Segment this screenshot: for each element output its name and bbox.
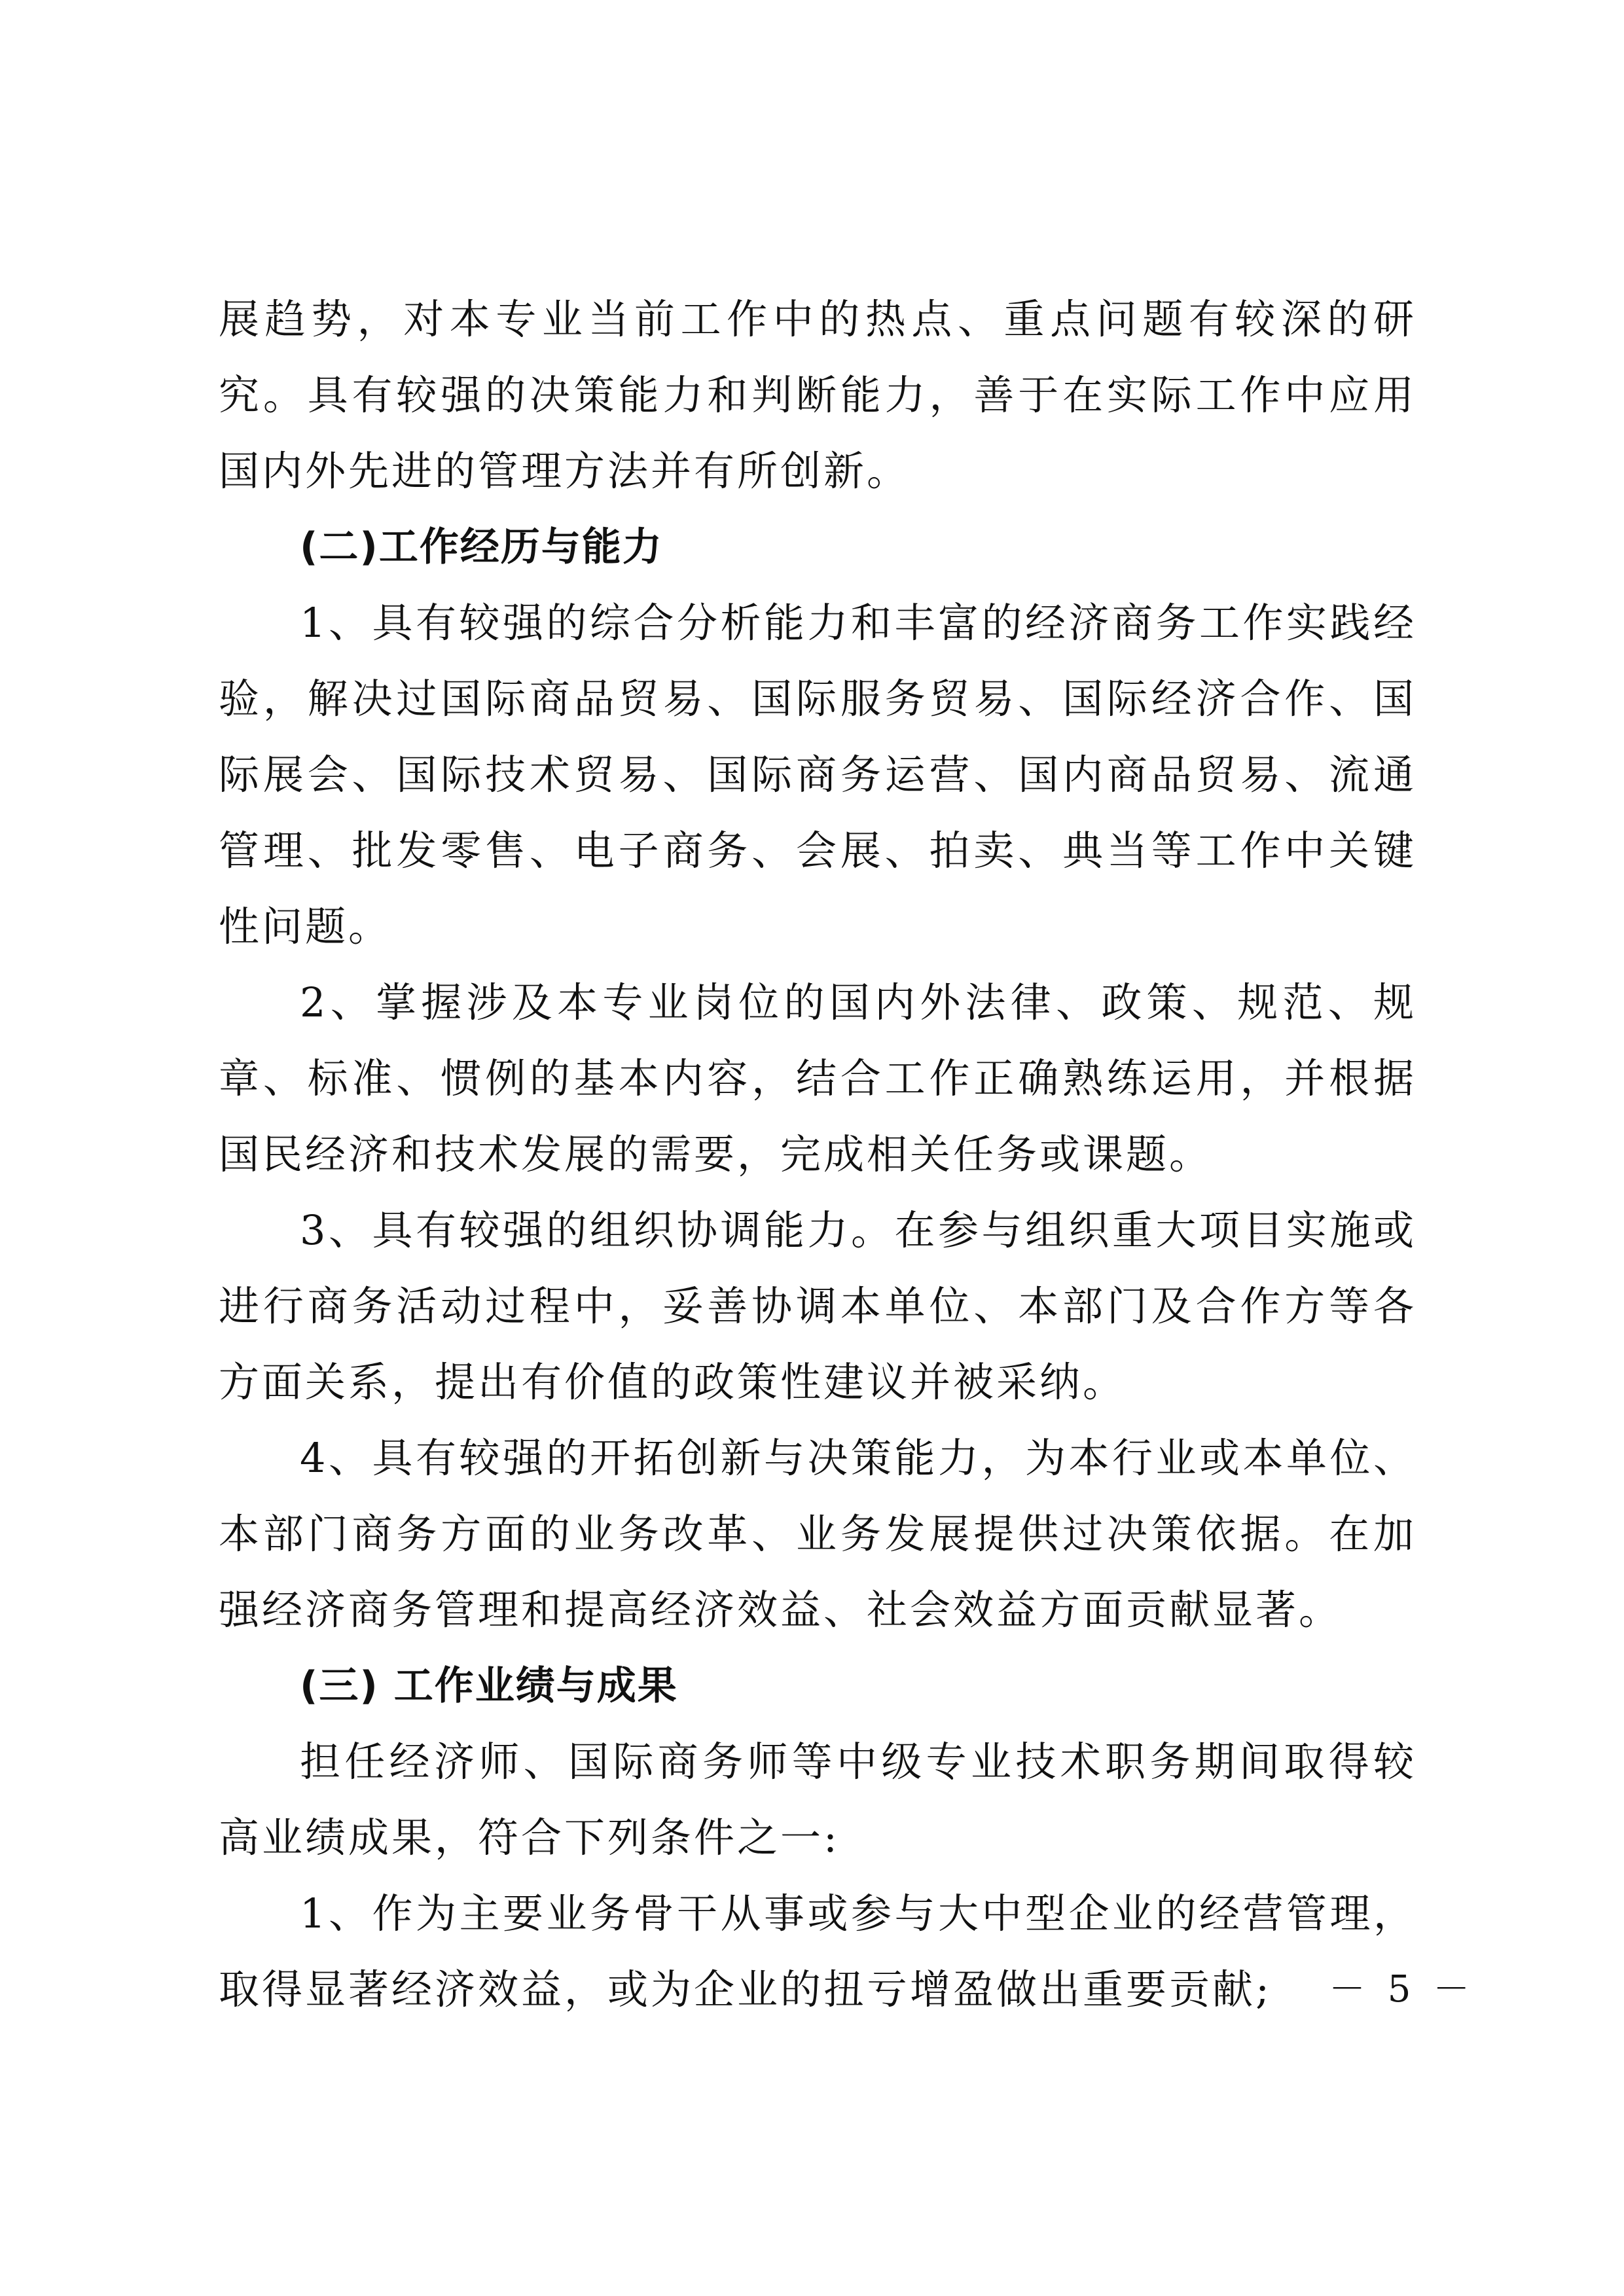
section-heading-achievements: (三) 工作业绩与成果 — [300, 1663, 678, 1709]
section-heading-work-experience: (二)工作经历与能力 — [300, 524, 663, 570]
paragraph-continued: 展趋势，对本专业当前工作中的热点、重点问题有较深的研究。具有较强的决策能力和判断能力，善于在实际工作中应用国内外先进的管理方法并有所创新。 — [219, 295, 1416, 495]
paragraph-item-2: 2、掌握涉及本专业岗位的国内外法律、政策、规范、规章、标准、惯例的基本内容，结合工作正确熟练运用，并根据国民经济和技术发展的需要，完成相关任务或课题。 — [219, 978, 1416, 1178]
document-body — [219, 281, 1416, 2028]
page-number: － 5 － — [1329, 1968, 1475, 2011]
paragraph-item-1: 1、具有较强的综合分析能力和丰富的经济商务工作实践经验，解决过国际商品贸易、国际服务贸易、国际经济合作、国际展会、国际技术贸易、国际商务运营、国内商品贸易、流通管理、批发零售、电子商务、会展、拍卖、典当等工作中关键性问题。 — [219, 599, 1416, 950]
paragraph-condition-1: 1、作为主要业务骨干从事或参与大中型企业的经营管理，取得显著经济效益，或为企业的扭亏增盈做出重要贡献; — [219, 1890, 1416, 2013]
paragraph-item-4: 4、具有较强的开拓创新与决策能力，为本行业或本单位、本部门商务方面的业务改革、业务发展提供过决策依据。在加强经济商务管理和提高经济效益、社会效益方面贡献显著。 — [219, 1434, 1416, 1634]
paragraph-item-3: 3、具有较强的组织协调能力。在参与组织重大项目实施或进行商务活动过程中，妥善协调本单位、本部门及合作方等各方面关系，提出有价值的政策性建议并被采纳。 — [219, 1206, 1416, 1406]
paragraph-intro: 担任经济师、国际商务师等中级专业技术职务期间取得较高业绩成果，符合下列条件之一: — [219, 1738, 1416, 1861]
